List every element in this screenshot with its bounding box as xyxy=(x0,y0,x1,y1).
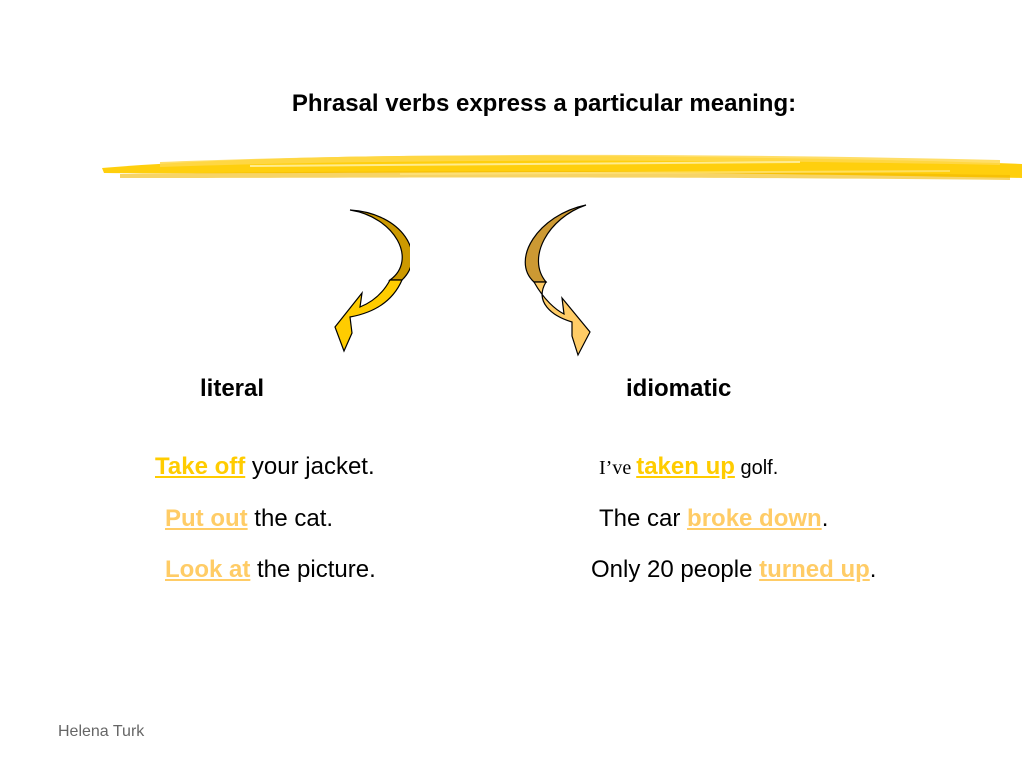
phrasal-verb: Put out xyxy=(165,505,248,532)
example-rest: the picture. xyxy=(250,556,376,583)
literal-example-2 xyxy=(165,505,333,533)
phrasal-verb: Look at xyxy=(165,556,251,583)
phrasal-verb: taken up xyxy=(636,453,735,480)
example-before: Only 20 people xyxy=(591,556,760,583)
phrasal-verb: turned up xyxy=(759,556,870,583)
idiomatic-example-1 xyxy=(599,453,778,481)
example-rest: the cat. xyxy=(247,505,334,532)
literal-example-1 xyxy=(155,453,375,481)
example-before: The car xyxy=(599,505,688,532)
category-literal-label: literal xyxy=(200,375,265,402)
slide-title: Phrasal verbs express a particular meaning: xyxy=(291,90,797,117)
idiomatic-example-2 xyxy=(599,505,828,533)
example-after: . xyxy=(821,505,829,532)
example-before: I’ve xyxy=(599,457,637,479)
curved-arrow-down-left-icon xyxy=(330,205,410,355)
example-after: . xyxy=(869,556,877,583)
idiomatic-example-3 xyxy=(591,556,876,584)
phrasal-verb: Take off xyxy=(155,453,246,480)
example-after: golf. xyxy=(734,457,779,479)
literal-example-3 xyxy=(165,556,376,584)
author-footer: Helena Turk xyxy=(58,723,145,740)
category-idiomatic-label: idiomatic xyxy=(626,375,732,402)
phrasal-verb: broke down xyxy=(687,505,822,532)
curved-arrow-down-right-icon xyxy=(518,200,596,358)
brush-stroke-divider xyxy=(100,148,1024,186)
example-rest: your jacket. xyxy=(245,453,375,480)
